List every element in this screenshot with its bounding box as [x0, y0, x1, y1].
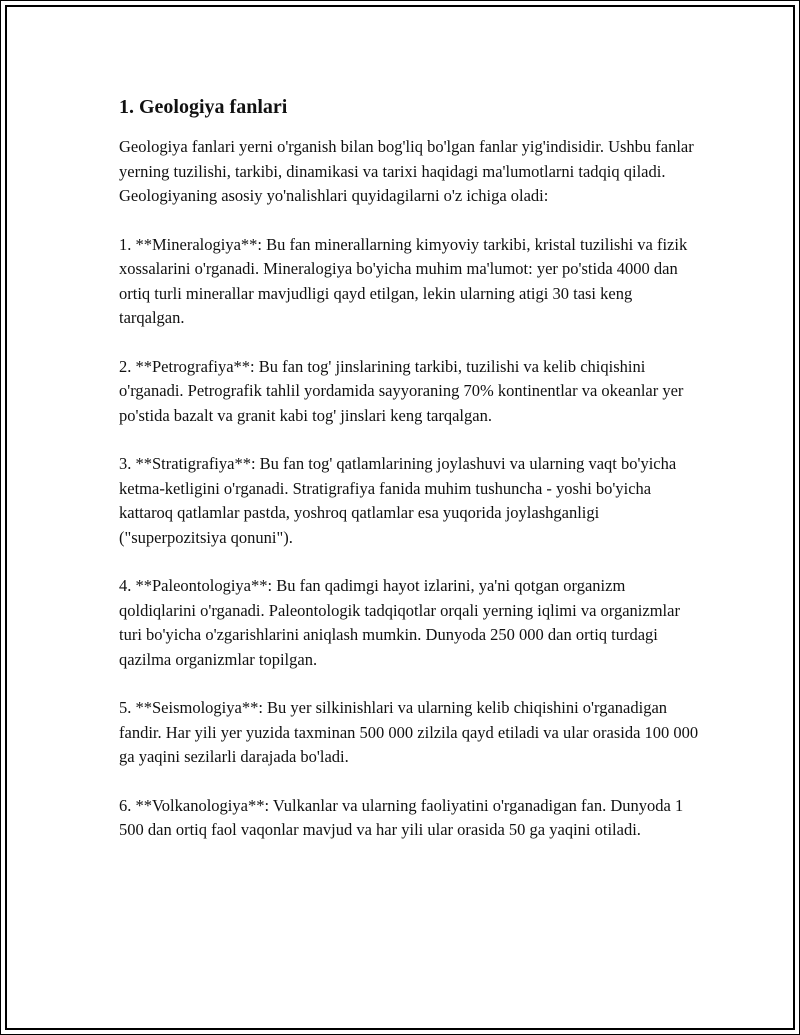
stratigraphy-paragraph: 3. **Stratigrafiya**: Bu fan tog' qatlamlarining joylashuvi va ularning vaqt bo'yicha ketma-ketligini o'rganadi. Stratigrafiya fanida muhim tushuncha - yoshi bo'yicha kattaroq qatlamlar pastda, yoshroq qatlamlar esa yuqorida joylashganligi ("superpozitsiya qonuni").	[119, 454, 677, 547]
petrography-paragraph: 2. **Petrografiya**: Bu fan tog' jinslarining tarkibi, tuzilishi va kelib chiqishini o'rganadi. Petrografik tahlil yordamida sayyoraning 70% kontinentlar va okeanlar yer po'stida bazalt va granit kabi tog' jinslari keng tarqalgan.	[119, 356, 684, 425]
intro-paragraph: Geologiya fanlari yerni o'rganish bilan bog'liq bo'lgan fanlar yig'indisidir. Ushbu fanlar yerning tuzilishi, tarkibi, dinamikasi va tarixi haqidagi ma'lumotlarni tadqiq qiladi. Geologiyaning asosiy yo'nalishlari quyidagilarni o'z ichiga oladi:	[119, 137, 694, 205]
section-heading: 1. Geologiya fanlari	[119, 96, 288, 118]
paleontology-paragraph: 4. **Paleontologiya**: Bu fan qadimgi hayot izlarini, ya'ni qotgan organizm qoldiqlarini o'rganadi. Paleontologik tadqiqotlar orqali yerning iqlimi va organizmlar turi bo'yicha o'zgarishlarini aniqlash mumkin. Dunyoda 250 000 dan ortiq turdagi qazilma organizmlar topilgan.	[119, 576, 680, 669]
mineralogy-paragraph: 1. **Mineralogiya**: Bu fan minerallarning kimyoviy tarkibi, kristal tuzilishi va fizik xossalarini o'rganadi. Mineralogiya bo'yicha muhim ma'lumot: yer po'stida 4000 dan ortiq turli minerallar mavjudligi qayd etilgan, lekin ularning atigi 30 tasi keng tarqalgan.	[119, 234, 688, 327]
volcanology-paragraph: 6. **Volkanologiya**: Vulkanlar va ularning faoliyatini o'rganadigan fan. Dunyoda 1 500 dan ortiq faol vaqonlar mavjud va har yili ular orasida 50 ga yaqini otiladi.	[119, 795, 684, 839]
seismology-paragraph: 5. **Seismologiya**: Bu yer silkinishlari va ularning kelib chiqishini o'rganadigan fandir. Har yili yer yuzida taxminan 500 000 zilzila qayd etiladi va ular orasida 100 000 ga yaqini sezilarli darajada bo'ladi.	[119, 698, 699, 766]
document-body	[119, 93, 699, 867]
